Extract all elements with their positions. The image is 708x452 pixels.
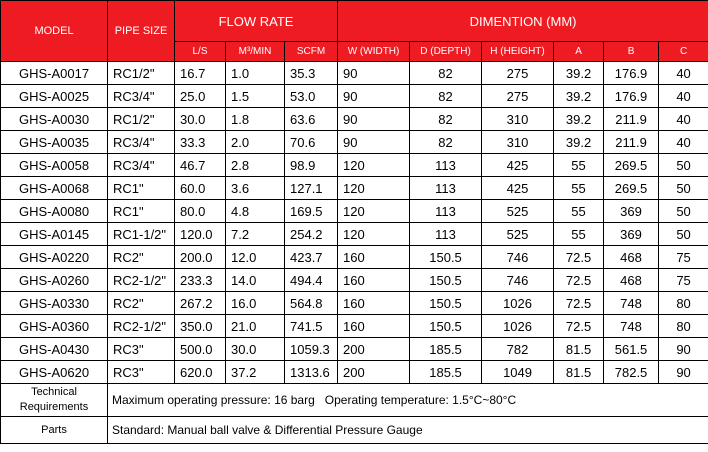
cell-width: 90: [338, 108, 410, 131]
header-m3min: M³/MIN: [226, 42, 285, 62]
technical-requirements-row: [1, 384, 708, 417]
table-row: [1, 292, 708, 315]
cell-depth: 113: [410, 154, 482, 177]
cell-depth: 82: [410, 85, 482, 108]
cell-dim-a: 81.5: [554, 338, 604, 361]
cell-pipe-size: RC3": [108, 361, 175, 384]
cell-dim-c: 80: [659, 292, 708, 315]
cell-flow-ls: 350.0: [175, 315, 226, 338]
cell-dim-c: 90: [659, 361, 708, 384]
cell-dim-a: 39.2: [554, 131, 604, 154]
cell-model: GHS-A0360: [1, 315, 108, 338]
cell-flow-ls: 80.0: [175, 200, 226, 223]
cell-flow-ls: 233.3: [175, 269, 226, 292]
parts-label: Parts: [1, 417, 108, 444]
cell-dim-a: 72.5: [554, 315, 604, 338]
cell-flow-ls: 200.0: [175, 246, 226, 269]
cell-pipe-size: RC1-1/2": [108, 223, 175, 246]
table-row: [1, 269, 708, 292]
cell-dim-b: 369: [604, 223, 659, 246]
table-row: [1, 338, 708, 361]
cell-dim-a: 55: [554, 177, 604, 200]
cell-dim-c: 50: [659, 177, 708, 200]
cell-width: 120: [338, 154, 410, 177]
cell-pipe-size: RC2": [108, 292, 175, 315]
header-scfm: SCFM: [285, 42, 338, 62]
table-body: [1, 62, 708, 384]
cell-flow-scfm: 127.1: [285, 177, 338, 200]
cell-height: 1049: [482, 361, 554, 384]
cell-depth: 185.5: [410, 338, 482, 361]
cell-depth: 113: [410, 177, 482, 200]
cell-dim-c: 40: [659, 131, 708, 154]
cell-model: GHS-A0620: [1, 361, 108, 384]
header-ls: L/S: [175, 42, 226, 62]
cell-pipe-size: RC3": [108, 338, 175, 361]
cell-dim-c: 80: [659, 315, 708, 338]
cell-model: GHS-A0145: [1, 223, 108, 246]
cell-flow-m3min: 2.0: [226, 131, 285, 154]
header-c: C: [659, 42, 708, 62]
table-row: [1, 246, 708, 269]
cell-width: 200: [338, 338, 410, 361]
cell-flow-scfm: 70.6: [285, 131, 338, 154]
cell-width: 160: [338, 269, 410, 292]
header-height: H (HEIGHT): [482, 42, 554, 62]
cell-flow-m3min: 7.2: [226, 223, 285, 246]
cell-depth: 150.5: [410, 315, 482, 338]
cell-flow-m3min: 1.0: [226, 62, 285, 85]
cell-pipe-size: RC3/4": [108, 154, 175, 177]
cell-depth: 113: [410, 200, 482, 223]
cell-height: 525: [482, 223, 554, 246]
technical-requirements-label: Technical Requirements: [1, 384, 108, 417]
max-pressure-text: Maximum operating pressure: 16 barg: [112, 393, 315, 407]
parts-row: [1, 417, 708, 444]
cell-flow-m3min: 4.8: [226, 200, 285, 223]
cell-flow-m3min: 3.6: [226, 177, 285, 200]
cell-depth: 150.5: [410, 269, 482, 292]
cell-pipe-size: RC1": [108, 177, 175, 200]
header-pipe-size: PIPE SIZE: [108, 1, 175, 62]
cell-flow-scfm: 1313.6: [285, 361, 338, 384]
cell-dim-b: 211.9: [604, 131, 659, 154]
header-flow-rate: FLOW RATE: [175, 1, 338, 42]
cell-pipe-size: RC3/4": [108, 85, 175, 108]
cell-flow-m3min: 30.0: [226, 338, 285, 361]
cell-depth: 150.5: [410, 292, 482, 315]
cell-dim-c: 50: [659, 223, 708, 246]
cell-flow-ls: 620.0: [175, 361, 226, 384]
table-row: [1, 177, 708, 200]
cell-model: GHS-A0058: [1, 154, 108, 177]
cell-model: GHS-A0080: [1, 200, 108, 223]
cell-flow-scfm: 63.6: [285, 108, 338, 131]
cell-dim-a: 39.2: [554, 85, 604, 108]
table-row: [1, 108, 708, 131]
cell-depth: 82: [410, 62, 482, 85]
cell-dim-a: 55: [554, 223, 604, 246]
cell-model: GHS-A0017: [1, 62, 108, 85]
cell-dim-a: 81.5: [554, 361, 604, 384]
cell-dim-a: 72.5: [554, 269, 604, 292]
cell-flow-m3min: 2.8: [226, 154, 285, 177]
cell-flow-m3min: 1.5: [226, 85, 285, 108]
cell-flow-scfm: 423.7: [285, 246, 338, 269]
cell-depth: 82: [410, 108, 482, 131]
cell-depth: 150.5: [410, 246, 482, 269]
cell-flow-scfm: 254.2: [285, 223, 338, 246]
cell-dim-b: 369: [604, 200, 659, 223]
cell-model: GHS-A0035: [1, 131, 108, 154]
cell-width: 120: [338, 223, 410, 246]
cell-height: 310: [482, 131, 554, 154]
cell-flow-ls: 500.0: [175, 338, 226, 361]
cell-dim-c: 75: [659, 269, 708, 292]
cell-width: 200: [338, 361, 410, 384]
cell-dim-c: 90: [659, 338, 708, 361]
cell-height: 275: [482, 62, 554, 85]
cell-flow-ls: 267.2: [175, 292, 226, 315]
cell-dim-a: 39.2: [554, 108, 604, 131]
header-b: B: [604, 42, 659, 62]
cell-dim-c: 40: [659, 85, 708, 108]
cell-width: 90: [338, 62, 410, 85]
header-width: W (WIDTH): [338, 42, 410, 62]
cell-height: 746: [482, 246, 554, 269]
cell-flow-scfm: 53.0: [285, 85, 338, 108]
cell-dim-b: 176.9: [604, 62, 659, 85]
cell-dim-c: 75: [659, 246, 708, 269]
table-row: [1, 223, 708, 246]
cell-dim-c: 40: [659, 62, 708, 85]
cell-pipe-size: RC1": [108, 200, 175, 223]
cell-flow-ls: 30.0: [175, 108, 226, 131]
cell-dim-c: 40: [659, 108, 708, 131]
table-row: [1, 315, 708, 338]
cell-flow-scfm: 98.9: [285, 154, 338, 177]
cell-dim-a: 39.2: [554, 62, 604, 85]
table-row: [1, 361, 708, 384]
cell-model: GHS-A0025: [1, 85, 108, 108]
cell-flow-ls: 16.7: [175, 62, 226, 85]
cell-height: 275: [482, 85, 554, 108]
cell-flow-scfm: 494.4: [285, 269, 338, 292]
table-row: [1, 200, 708, 223]
cell-model: GHS-A0030: [1, 108, 108, 131]
parts-text: Standard: Manual ball valve & Differential Pressure Gauge: [108, 417, 708, 444]
cell-dim-b: 176.9: [604, 85, 659, 108]
table-row: [1, 85, 708, 108]
cell-model: GHS-A0220: [1, 246, 108, 269]
cell-height: 1026: [482, 292, 554, 315]
cell-dim-b: 782.5: [604, 361, 659, 384]
cell-dim-b: 269.5: [604, 154, 659, 177]
cell-flow-scfm: 1059.3: [285, 338, 338, 361]
cell-width: 120: [338, 200, 410, 223]
cell-height: 310: [482, 108, 554, 131]
header-a: A: [554, 42, 604, 62]
cell-flow-m3min: 16.0: [226, 292, 285, 315]
cell-dim-b: 269.5: [604, 177, 659, 200]
cell-depth: 185.5: [410, 361, 482, 384]
cell-flow-m3min: 37.2: [226, 361, 285, 384]
cell-dim-a: 55: [554, 154, 604, 177]
cell-pipe-size: RC1/2": [108, 108, 175, 131]
cell-dim-b: 468: [604, 246, 659, 269]
cell-width: 160: [338, 246, 410, 269]
cell-dim-a: 72.5: [554, 246, 604, 269]
cell-height: 782: [482, 338, 554, 361]
cell-dim-c: 50: [659, 154, 708, 177]
cell-model: GHS-A0330: [1, 292, 108, 315]
cell-flow-scfm: 169.5: [285, 200, 338, 223]
cell-pipe-size: RC2-1/2": [108, 269, 175, 292]
cell-flow-m3min: 21.0: [226, 315, 285, 338]
operating-temperature-text: Operating temperature: 1.5°C~80°C: [324, 393, 517, 407]
cell-model: GHS-A0068: [1, 177, 108, 200]
table-row: [1, 62, 708, 85]
cell-dim-b: 211.9: [604, 108, 659, 131]
cell-dim-a: 55: [554, 200, 604, 223]
cell-height: 525: [482, 200, 554, 223]
cell-pipe-size: RC3/4": [108, 131, 175, 154]
cell-flow-scfm: 564.8: [285, 292, 338, 315]
cell-dim-b: 468: [604, 269, 659, 292]
cell-flow-ls: 120.0: [175, 223, 226, 246]
cell-depth: 82: [410, 131, 482, 154]
cell-flow-ls: 33.3: [175, 131, 226, 154]
header-dimension: DIMENTION (MM): [338, 1, 708, 42]
cell-dim-a: 72.5: [554, 292, 604, 315]
cell-flow-ls: 60.0: [175, 177, 226, 200]
technical-requirements-text: [108, 384, 708, 417]
cell-flow-m3min: 12.0: [226, 246, 285, 269]
cell-pipe-size: RC2": [108, 246, 175, 269]
cell-dim-b: 561.5: [604, 338, 659, 361]
cell-pipe-size: RC1/2": [108, 62, 175, 85]
header-model: MODEL: [1, 1, 108, 62]
cell-dim-b: 748: [604, 315, 659, 338]
cell-flow-scfm: 35.3: [285, 62, 338, 85]
cell-flow-m3min: 14.0: [226, 269, 285, 292]
cell-dim-c: 50: [659, 200, 708, 223]
cell-model: GHS-A0260: [1, 269, 108, 292]
cell-width: 160: [338, 292, 410, 315]
cell-width: 160: [338, 315, 410, 338]
cell-model: GHS-A0430: [1, 338, 108, 361]
cell-flow-m3min: 1.8: [226, 108, 285, 131]
table-row: [1, 154, 708, 177]
cell-width: 90: [338, 131, 410, 154]
cell-flow-scfm: 741.5: [285, 315, 338, 338]
cell-height: 1026: [482, 315, 554, 338]
header-depth: D (DEPTH): [410, 42, 482, 62]
cell-height: 425: [482, 154, 554, 177]
cell-height: 425: [482, 177, 554, 200]
cell-pipe-size: RC2-1/2": [108, 315, 175, 338]
cell-dim-b: 748: [604, 292, 659, 315]
table-row: [1, 131, 708, 154]
cell-depth: 113: [410, 223, 482, 246]
cell-height: 746: [482, 269, 554, 292]
cell-flow-ls: 25.0: [175, 85, 226, 108]
cell-width: 90: [338, 85, 410, 108]
cell-flow-ls: 46.7: [175, 154, 226, 177]
cell-width: 120: [338, 177, 410, 200]
